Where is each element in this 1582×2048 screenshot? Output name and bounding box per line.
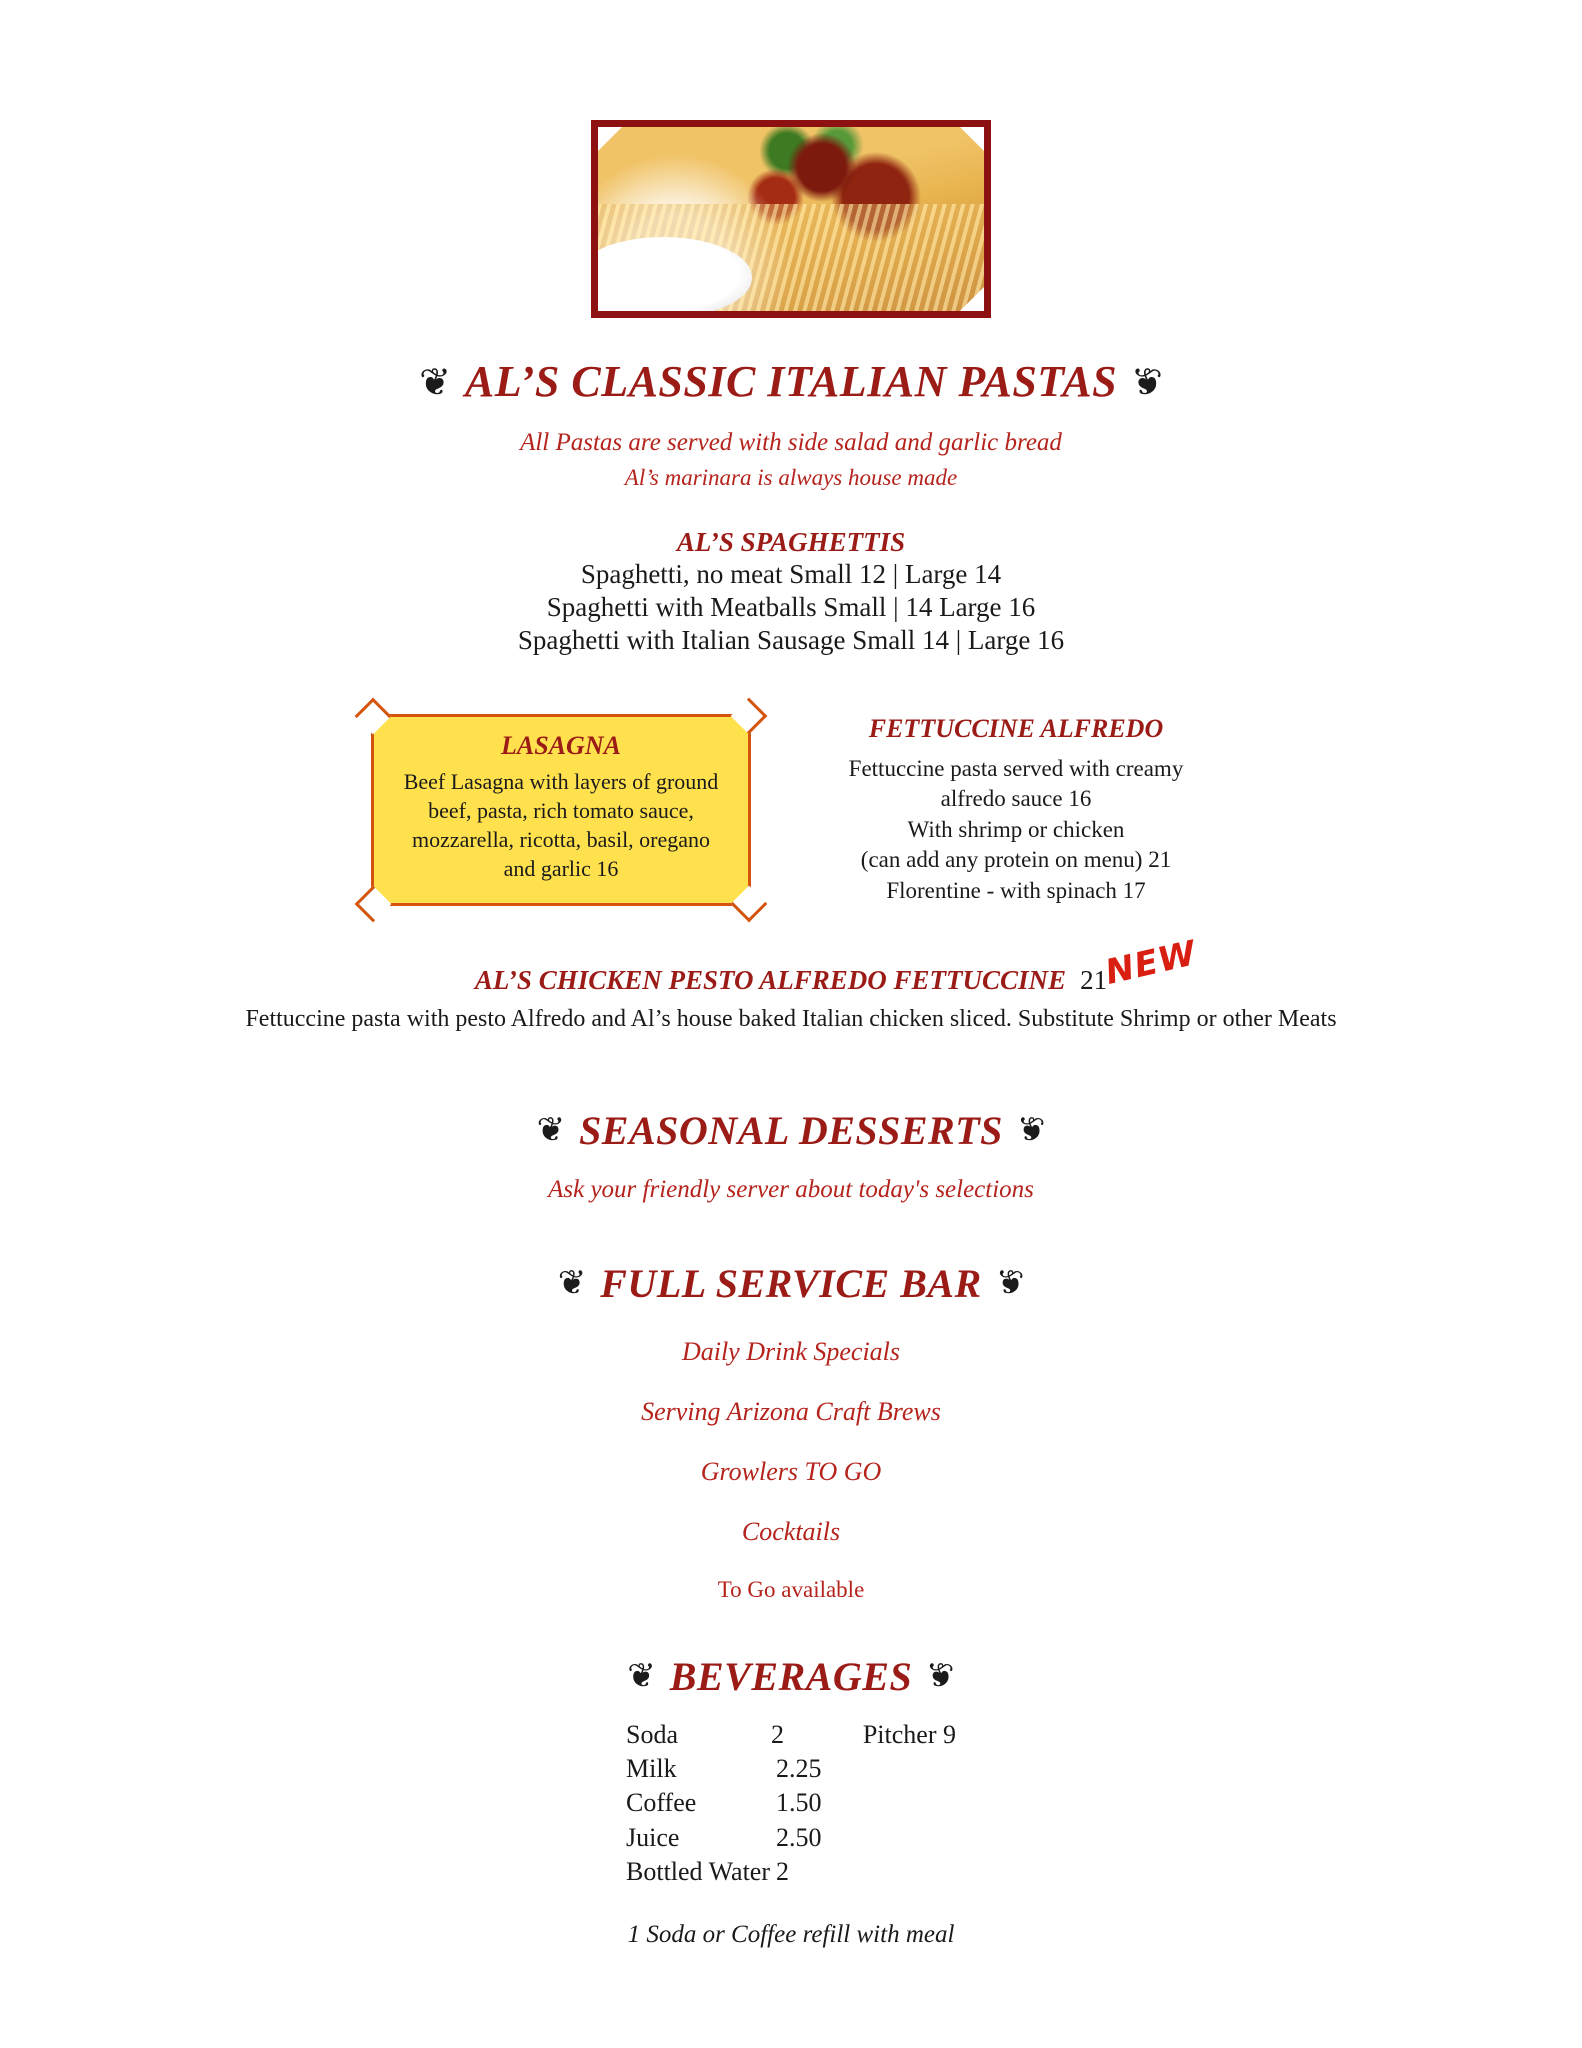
fettuccine-alfredo-block [821,714,1211,907]
list-item [626,1855,956,1889]
chicken-pesto-description: Fettuccine pasta with pesto Alfredo and Al’s house baked Italian chicken sliced. Substitute Shrimp or other Meats [245,1005,1337,1032]
alfredo-line: Fettuccine pasta served with creamy [848,755,1184,781]
beverage-name: Bottled Water [626,1856,771,1886]
desserts-note: Ask your friendly server about today's selections [548,1175,1034,1203]
list-item [626,1752,956,1786]
alfredo-line: alfredo sauce 16 [940,786,1092,812]
beverage-name: Coffee [626,1788,697,1818]
beverage-name: Soda [626,1719,678,1749]
pastas-section-heading [0,356,1582,407]
flourish-left-icon: ❦ [557,1263,585,1304]
pastas-heading-text: AL’S CLASSIC ITALIAN PASTAS [464,357,1118,406]
lasagna-title: LASAGNA [501,730,621,760]
lasagna-corner-bottom-left [355,885,392,922]
flourish-right-icon: ❦ [928,1656,955,1697]
chicken-pesto-title: AL’S CHICKEN PESTO ALFREDO FETTUCCINE [474,964,1067,995]
list-item [626,1718,956,1752]
beverages-list [626,1718,956,1890]
fettuccine-alfredo-title: FETTUCCINE ALFREDO [868,713,1164,743]
bar-heading-text: FULL SERVICE BAR [600,1260,982,1306]
lasagna-corner-bottom-right [731,885,768,922]
bar-line: Growlers TO GO [700,1456,882,1486]
alfredo-line: (can add any protein on menu) 21 [860,847,1172,873]
list-item [626,1821,956,1855]
bar-line: Serving Arizona Craft Brews [641,1396,941,1426]
list-item [626,1786,956,1820]
beverage-name: Milk [626,1754,677,1783]
desserts-heading-text: SEASONAL DESSERTS [579,1107,1003,1153]
pastas-subtitle-1: All Pastas are served with side salad and garlic bread [520,429,1062,456]
beverage-extra: Pitcher 9 [862,1719,956,1749]
flourish-left-icon: ❦ [536,1110,564,1151]
hero-image-container [0,0,1582,318]
beverage-price: 2.50 [776,1822,822,1852]
flourish-right-icon: ❦ [1133,359,1163,404]
beverage-price: 2.25 [776,1754,822,1783]
pastas-subtitle-2: Al’s marinara is always house made [624,465,958,490]
new-badge: NEW [1101,932,1201,993]
spaghettis-group-title: AL’S SPAGHETTIS [676,527,906,557]
spaghetti-item: Spaghetti with Meatballs Small | 14 Large 16 [546,592,1036,623]
beverage-price: 1.50 [776,1788,822,1818]
flourish-right-icon: ❦ [997,1263,1025,1304]
beverage-price: 2 [776,1856,789,1886]
pasta-photo-frame [591,120,991,318]
bar-togo-note: To Go available [717,1576,865,1602]
spaghetti-item: Spaghetti with Italian Sausage Small 14 | Large 16 [517,625,1065,656]
desserts-section-heading [0,1107,1582,1154]
chicken-pesto-block [0,932,1582,1035]
spaghetti-meatballs-image [598,127,984,311]
bar-line: Cocktails [741,1516,841,1546]
beverage-name: Juice [626,1822,680,1852]
alfredo-line: With shrimp or chicken [907,816,1125,842]
bar-line: Daily Drink Specials [681,1336,901,1366]
lasagna-alfredo-row [0,714,1582,907]
beverages-section-heading [0,1653,1582,1700]
beverage-price: 2 [771,1719,784,1749]
chicken-pesto-price: 21 [1080,964,1108,995]
lasagna-callout-box [371,714,751,906]
bar-section-heading [0,1260,1582,1307]
flourish-right-icon: ❦ [1018,1110,1046,1151]
lasagna-description: Beef Lasagna with layers of ground beef, pasta, rich tomato sauce, mozzarella, ricotta, basil, oregano and garlic 16 [403,768,719,881]
flourish-left-icon: ❦ [419,359,449,404]
flourish-left-icon: ❦ [627,1656,654,1697]
alfredo-line: Florentine - with spinach 17 [886,877,1146,903]
beverages-heading-text: BEVERAGES [669,1653,913,1699]
spaghetti-item: Spaghetti, no meat Small 12 | Large 14 [580,559,1002,589]
beverages-refill-note: 1 Soda or Coffee refill with meal [627,1921,955,1949]
